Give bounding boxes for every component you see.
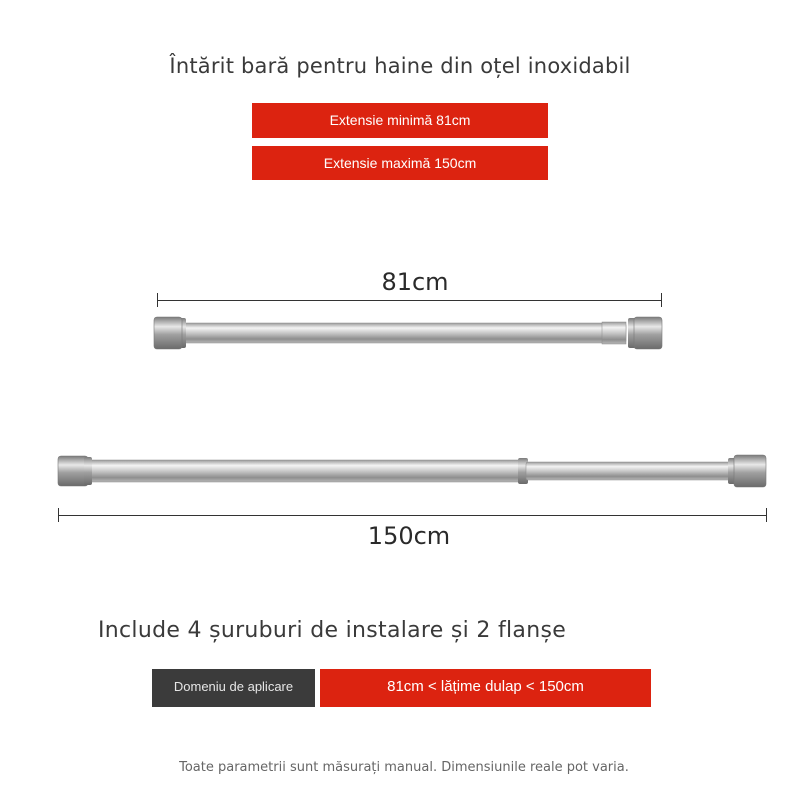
included-accessories-text: Include 4 șuruburi de instalare și 2 flanșe (98, 618, 567, 643)
min-extension-badge: Extensie minimă 81cm (252, 103, 548, 138)
short-rod-length-label: 81cm (381, 268, 449, 296)
long-rod-image (56, 452, 776, 492)
product-title: Întărit bară pentru haine din oțel inoxidabil (169, 54, 631, 78)
application-range-value: 81cm < lățime dulap < 150cm (320, 669, 651, 707)
long-rod-dimension-line (58, 515, 767, 516)
long-rod-dimension-tick-right (766, 508, 767, 522)
short-rod-dimension-tick-left (157, 293, 158, 307)
long-rod-length-label: 150cm (367, 522, 451, 550)
short-rod-dimension-tick-right (661, 293, 662, 307)
application-range-label: Domeniu de aplicare (152, 669, 315, 707)
max-extension-badge: Extensie maximă 150cm (252, 146, 548, 180)
measurement-disclaimer: Toate parametrii sunt măsurați manual. Dimensiunile reale pot varia. (179, 760, 629, 775)
long-rod-dimension-tick-left (58, 508, 59, 522)
short-rod-image (150, 314, 670, 354)
short-rod-dimension-line (157, 300, 662, 301)
